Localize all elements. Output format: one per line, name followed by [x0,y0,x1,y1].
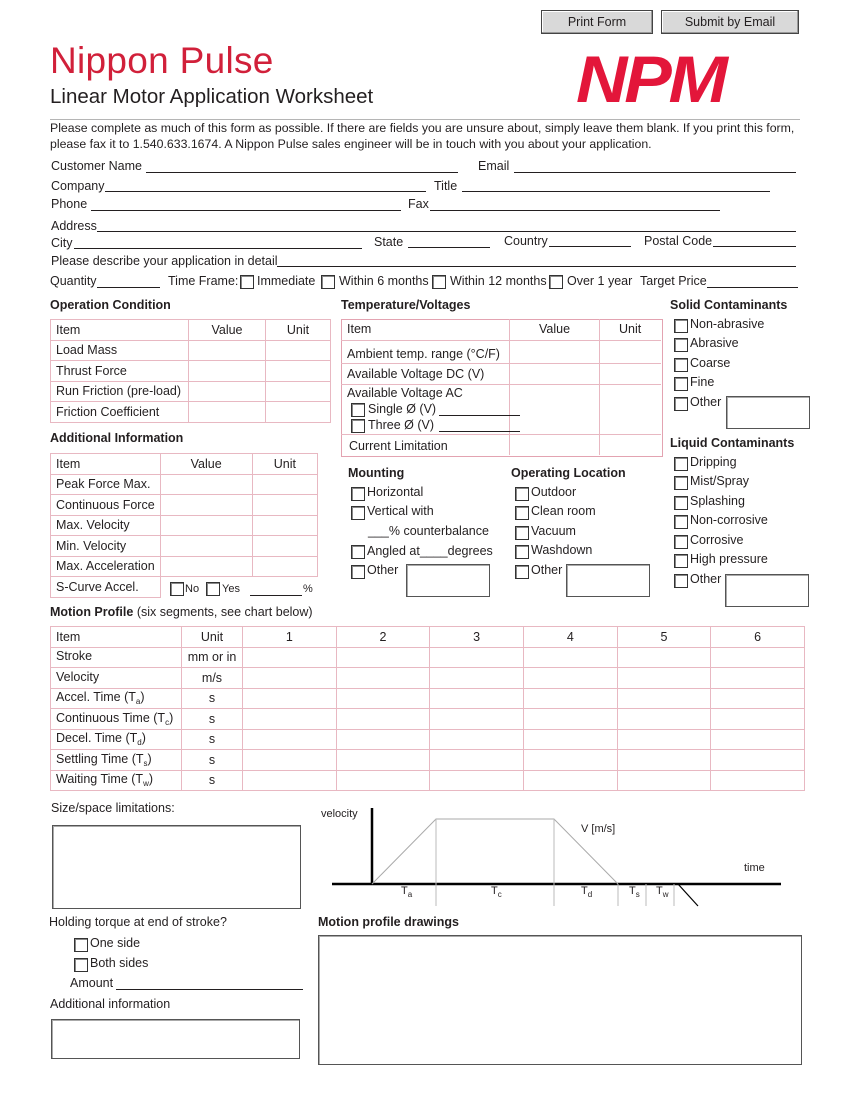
motion-row [51,729,805,750]
solid-other-checkbox[interactable] [674,397,688,411]
liquid-item-label: High pressure [690,552,768,566]
motion-cell-input[interactable] [711,647,805,668]
additional-information-input[interactable] [51,1019,300,1059]
three-phase-checkbox[interactable] [351,419,365,433]
additional-row-label: Min. Velocity [51,536,161,557]
motion-cell-input[interactable] [243,647,337,668]
motion-row-unit: mm or in [182,647,243,668]
motion-cell-input[interactable] [336,750,430,771]
max-acceleration-unit[interactable] [252,556,317,577]
intro-text: Please complete as much of this form as possible. If there are fields you are unsure about, simply leave them blank. If you print this form, please fax it to 1.540.633.1674. A Nippon Pulse sales engineer will be in touch with you about your application. [50,121,795,151]
s-curve-yes-label: Yes [222,583,240,595]
motion-row [51,770,805,791]
motion-row-label: Accel. Time $(T_a)$ [51,688,182,709]
location-other-checkbox[interactable] [515,565,529,579]
postal-code-field[interactable] [713,246,796,247]
target-price-field[interactable] [707,287,798,288]
temperature-voltages-heading: Temperature/Voltages [341,298,471,312]
temperature-head-item: Item [347,322,372,336]
motion-cell-input[interactable] [617,770,711,791]
single-phase-field[interactable] [439,415,520,416]
motion-cell-input[interactable] [243,709,337,730]
operation-condition-heading: Operation Condition [50,298,171,312]
solid-item-label: Other [690,395,722,409]
max-velocity-value[interactable] [160,515,252,536]
over-1-year-label: Over 1 year [567,274,633,288]
operation-head-value: Value [189,320,266,341]
motion-cell-input[interactable] [711,668,805,689]
splashing-checkbox[interactable] [674,496,688,510]
state-label: State [374,235,404,249]
location-other-input[interactable] [566,564,650,597]
s-curve-percent-label: % [303,583,313,595]
motion-profile-chart [318,800,808,912]
vertical-label: Vertical with [367,504,434,518]
motion-cell-input[interactable] [711,750,805,771]
additional-row-label: Max. Acceleration [51,556,161,577]
chart-td-label: $T_d$ [581,885,593,899]
describe-field[interactable] [277,266,796,267]
additional-row-label: Peak Force Max. [51,474,161,495]
max-acceleration-value[interactable] [160,556,252,577]
three-phase-field[interactable] [439,431,520,432]
liquid-item-label: Splashing [690,494,745,508]
country-label: Country [504,234,548,248]
brand-title: Nippon Pulse [50,40,274,81]
fine-checkbox[interactable] [674,377,688,391]
motion-cell-input[interactable] [711,770,805,791]
motion-cell-input[interactable] [336,770,430,791]
liquid-item-label: Dripping [690,455,737,469]
submit-by-email-button[interactable]: Submit by Email [661,10,799,34]
horizontal-checkbox[interactable] [351,487,365,501]
motion-profile-note: (six segments, see chart below) [136,605,313,619]
s-curve-percent-field[interactable] [250,595,302,596]
motion-cell-input[interactable] [243,729,337,750]
motion-segment-header: 2 [336,627,430,648]
postal-code-label: Postal Code [644,234,713,248]
operating-location-heading: Operating Location [511,466,626,480]
motion-head-unit: Unit [182,627,243,648]
country-field[interactable] [549,246,631,247]
motion-row-label: Stroke [51,647,182,668]
solid-item-label: Fine [690,375,715,389]
non-abrasive-checkbox[interactable] [674,319,688,333]
dripping-checkbox[interactable] [674,457,688,471]
liquid-item-label: Non-corrosive [690,513,768,527]
npm-logo: NPM [576,42,725,116]
chart-v-unit-label: V [m/s] [581,823,616,835]
motion-cell-input[interactable] [243,668,337,689]
single-phase-label: Single Ø (V) [368,402,437,416]
additional-row-label: Continuous Force [51,495,161,516]
amount-field[interactable] [116,989,303,990]
header-divider [50,119,800,120]
additional-information-label: Additional information [50,997,171,1011]
additional-row-label: Max. Velocity [51,515,161,536]
single-phase-checkbox[interactable] [351,403,365,417]
operation-head-unit: Unit [266,320,331,341]
outdoor-label: Outdoor [531,485,577,499]
peak-force-unit[interactable] [252,474,317,495]
operation-row-label: Run Friction (pre-load) [51,381,189,402]
fax-field[interactable] [430,210,720,211]
address-label: Address [51,219,97,233]
within-12-months-checkbox[interactable] [432,275,446,289]
motion-cell-input[interactable] [430,729,524,750]
motion-row-unit: s [182,770,243,791]
chart-tw-label: $T_w$ [656,885,669,899]
motion-cell-input[interactable] [336,647,430,668]
horizontal-label: Horizontal [367,485,424,499]
motion-cell-input[interactable] [523,688,617,709]
additional-head-value: Value [160,454,252,475]
customer-name-label: Customer Name [51,159,142,173]
motion-row-label: Waiting Time $(T_w)$ [51,770,182,791]
solid-other-input[interactable] [726,396,810,429]
angled-label: Angled at____degrees [367,544,493,558]
motion-cell-input[interactable] [711,729,805,750]
vacuum-label: Vacuum [531,524,576,538]
peak-force-value[interactable] [160,474,252,495]
current-limitation-label: Current Limitation [349,439,448,453]
chart-ts-label: $T_s$ [629,885,640,899]
thrust-force-unit[interactable] [266,361,331,382]
motion-cell-input[interactable] [243,688,337,709]
time-frame-label: Time Frame: [168,274,239,288]
motion-row [51,750,805,771]
temperature-head-value: Value [539,322,571,336]
motion-cell-input[interactable] [523,668,617,689]
additional-row-label: S-Curve Accel. [51,577,161,598]
company-label: Company [51,179,105,193]
motion-row-label: Continuous Time $(T_c)$ [51,709,182,730]
within-12-months-label: Within 12 months [450,274,547,288]
operation-head-item: Item [51,320,189,341]
friction-coefficient-unit[interactable] [266,402,331,423]
motion-cell-input[interactable] [243,750,337,771]
operation-row-label: Thrust Force [51,361,189,382]
chart-velocity-label: velocity [321,808,358,820]
immediate-checkbox[interactable] [240,275,254,289]
load-mass-unit[interactable] [266,340,331,361]
motion-profile-heading [50,605,313,619]
motion-cell-input[interactable] [523,709,617,730]
temperature-head-unit: Unit [619,322,642,336]
liquid-contaminants-heading: Liquid Contaminants [670,436,795,450]
motion-row-label: Decel. Time $(T_d)$ [51,729,182,750]
one-side-checkbox[interactable] [74,938,88,952]
quantity-label: Quantity [50,274,97,288]
both-sides-checkbox[interactable] [74,958,88,972]
chart-tc-label: $T_c$ [491,885,502,899]
continuous-force-value[interactable] [160,495,252,516]
motion-profile-title: Motion Profile [50,605,134,619]
print-form-button[interactable]: Print Form [541,10,653,34]
vertical-checkbox[interactable] [351,506,365,520]
three-phase-label: Three Ø (V) [368,418,434,432]
additional-head-item: Item [51,454,161,475]
non-corrosive-checkbox[interactable] [674,515,688,529]
chart-ta-label: $T_a$ [401,885,413,899]
motion-cell-input[interactable] [336,668,430,689]
chart-settle-line [678,884,698,906]
phone-field[interactable] [91,210,401,211]
email-label: Email [478,159,510,173]
s-curve-no-checkbox[interactable] [170,582,184,596]
solid-item-label: Non-abrasive [690,317,765,331]
location-other-label: Other [531,563,563,577]
motion-cell-input[interactable] [711,688,805,709]
motion-cell-input[interactable] [430,770,524,791]
motion-cell-input[interactable] [617,729,711,750]
max-velocity-unit[interactable] [252,515,317,536]
within-6-months-label: Within 6 months [339,274,429,288]
ambient-temp-label: Ambient temp. range (°C/F) [347,347,500,361]
motion-row-unit: s [182,688,243,709]
size-space-label: Size/space limitations: [51,801,175,815]
vacuum-checkbox[interactable] [515,526,529,540]
counterbalance-label: ___% counterbalance [368,524,489,538]
mounting-heading: Mounting [348,466,405,480]
email-field[interactable] [514,172,796,173]
city-field[interactable] [74,248,362,249]
motion-row [51,668,805,689]
company-field[interactable] [105,191,426,192]
solid-item-label: Coarse [690,356,731,370]
mounting-other-checkbox[interactable] [351,565,365,579]
run-friction-unit[interactable] [266,381,331,402]
solid-item-label: Abrasive [690,336,739,350]
washdown-label: Washdown [531,543,593,557]
clean-room-label: Clean room [531,504,596,518]
run-friction-value[interactable] [189,381,266,402]
additional-information-table [50,453,318,598]
holding-torque-label: Holding torque at end of stroke? [49,915,227,929]
additional-information-heading: Additional Information [50,431,184,445]
motion-cell-input[interactable] [430,647,524,668]
angled-checkbox[interactable] [351,545,365,559]
over-1-year-checkbox[interactable] [549,275,563,289]
motion-segment-header: 1 [243,627,337,648]
motion-cell-input[interactable] [523,647,617,668]
s-curve-yes-checkbox[interactable] [206,582,220,596]
chart-time-label: time [744,862,765,874]
title-label: Title [434,179,458,193]
mist-spray-checkbox[interactable] [674,476,688,490]
liquid-item-label: Mist/Spray [690,474,750,488]
motion-profile-table [50,626,805,791]
motion-cell-input[interactable] [430,709,524,730]
continuous-force-unit[interactable] [252,495,317,516]
operation-row-label: Friction Coefficient [51,402,189,423]
quantity-field[interactable] [97,287,160,288]
motion-row-unit: s [182,709,243,730]
liquid-item-label: Other [690,572,722,586]
abrasive-checkbox[interactable] [674,338,688,352]
amount-label: Amount [70,976,114,990]
voltage-dc-label: Available Voltage DC (V) [347,367,485,381]
washdown-checkbox[interactable] [515,545,529,559]
mounting-other-label: Other [367,563,399,577]
phone-label: Phone [51,197,88,211]
voltage-ac-label: Available Voltage AC [347,386,463,400]
immediate-label: Immediate [257,274,316,288]
motion-cell-input[interactable] [523,729,617,750]
s-curve-no-label: No [185,583,200,595]
motion-cell-input[interactable] [243,770,337,791]
fax-label: Fax [408,197,429,211]
page-subtitle: Linear Motor Application Worksheet [50,85,374,108]
motion-row [51,709,805,730]
coarse-checkbox[interactable] [674,358,688,372]
size-space-input[interactable] [52,825,301,909]
one-side-label: One side [90,936,141,950]
motion-cell-input[interactable] [617,647,711,668]
liquid-other-checkbox[interactable] [674,574,688,588]
motion-row-unit: s [182,729,243,750]
motion-segment-header: 5 [617,627,711,648]
motion-row-label: Settling Time $(T_s)$ [51,750,182,771]
outdoor-checkbox[interactable] [515,487,529,501]
both-sides-label: Both sides [90,956,149,970]
motion-cell-input[interactable] [430,688,524,709]
title-field[interactable] [462,191,770,192]
motion-cell-input[interactable] [430,750,524,771]
friction-coefficient-value[interactable] [189,402,266,423]
motion-cell-input[interactable] [336,709,430,730]
additional-head-unit: Unit [252,454,317,475]
motion-row-unit: s [182,750,243,771]
within-6-months-checkbox[interactable] [321,275,335,289]
motion-row-unit: m/s [182,668,243,689]
motion-cell-input[interactable] [617,668,711,689]
operation-condition-table [50,319,331,423]
motion-cell-input[interactable] [523,770,617,791]
motion-row [51,688,805,709]
min-velocity-unit[interactable] [252,536,317,557]
liquid-item-label: Corrosive [690,533,744,547]
describe-label: Please describe your application in detail [51,254,278,268]
state-field[interactable] [408,247,490,248]
liquid-other-input[interactable] [725,574,809,607]
motion-cell-input[interactable] [617,688,711,709]
min-velocity-value[interactable] [160,536,252,557]
motion-profile-drawings-heading: Motion profile drawings [318,915,459,929]
target-price-label: Target Price [640,274,707,288]
motion-row-label: Velocity [51,668,182,689]
motion-row [51,647,805,668]
address-field[interactable] [97,231,796,232]
high-pressure-checkbox[interactable] [674,554,688,568]
clean-room-checkbox[interactable] [515,506,529,520]
motion-cell-input[interactable] [617,750,711,771]
corrosive-checkbox[interactable] [674,535,688,549]
load-mass-value[interactable] [189,340,266,361]
motion-head-item: Item [51,627,182,648]
city-label: City [51,236,73,250]
motion-segment-header: 3 [430,627,524,648]
motion-profile-drawings-input[interactable] [318,935,802,1065]
motion-cell-input[interactable] [336,688,430,709]
motion-cell-input[interactable] [617,709,711,730]
motion-segment-header: 6 [711,627,805,648]
motion-cell-input[interactable] [711,709,805,730]
thrust-force-value[interactable] [189,361,266,382]
motion-cell-input[interactable] [336,729,430,750]
operation-row-label: Load Mass [51,340,189,361]
motion-segment-header: 4 [523,627,617,648]
mounting-other-input[interactable] [406,564,490,597]
customer-name-field[interactable] [146,172,458,173]
motion-cell-input[interactable] [523,750,617,771]
solid-contaminants-heading: Solid Contaminants [670,298,788,312]
motion-cell-input[interactable] [430,668,524,689]
